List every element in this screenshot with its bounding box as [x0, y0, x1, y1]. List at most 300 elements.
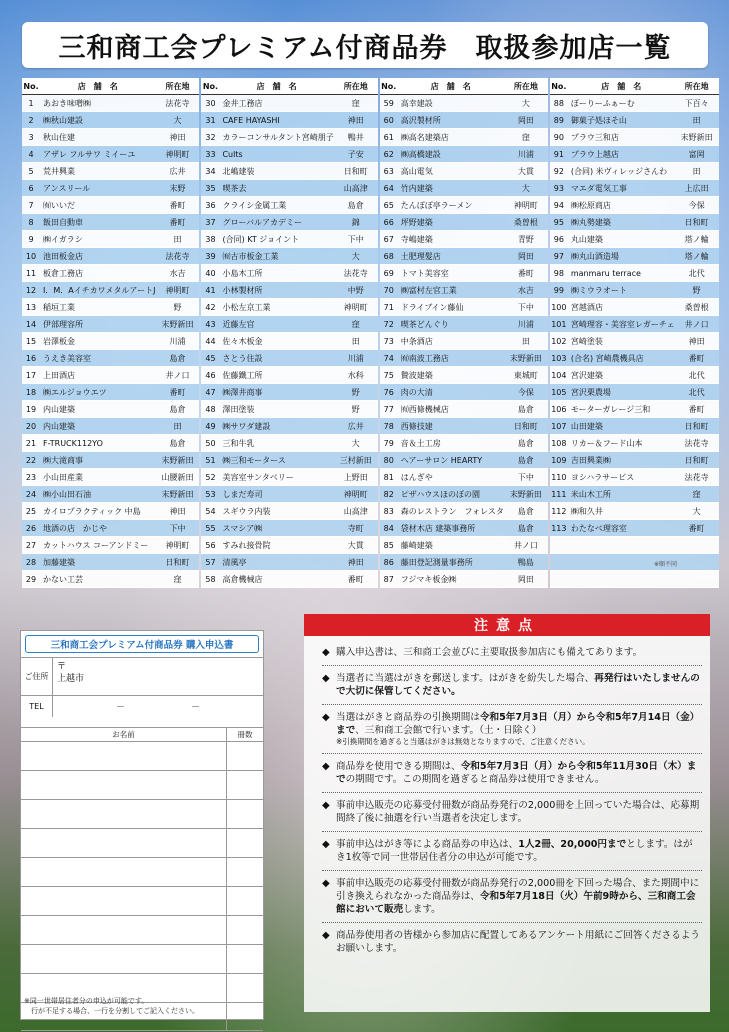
- cell-no: 59: [383, 98, 394, 108]
- diamond-bullet-icon: ◆: [322, 800, 330, 811]
- cell-location: 桑曽根: [513, 217, 538, 227]
- cell-no: 79: [383, 438, 394, 448]
- table-header: [380, 78, 548, 95]
- cell-location: 神明町: [165, 540, 190, 550]
- cell-no: 74: [383, 353, 394, 363]
- table-row: [22, 571, 199, 588]
- cell-no: 54: [205, 506, 216, 516]
- table-row: [22, 452, 199, 469]
- table-row: [201, 401, 377, 418]
- table-row: [380, 435, 548, 452]
- cell-no: 104: [551, 370, 567, 380]
- table-row: [22, 401, 199, 418]
- name-input-cell[interactable]: [21, 916, 227, 944]
- cell-location: 井ノ口: [165, 370, 190, 380]
- cell-name: ㈱松原商店: [570, 200, 611, 210]
- table-row: [201, 469, 377, 486]
- cell-name: ㈲西條機械店: [400, 404, 449, 414]
- cell-location: 上広田: [684, 183, 709, 193]
- cell-name: 荒井興業: [43, 166, 75, 176]
- name-input-cell[interactable]: [21, 771, 227, 799]
- caution-text: 事前申込販売の応募受付冊数が商品券発行の2,000冊を下回った場合、また期間中に引き換えられなかった商品券は、: [336, 878, 700, 902]
- cell-no: 44: [205, 336, 216, 346]
- cell-name: ㈱高橋建設: [400, 149, 441, 159]
- table-row: [380, 112, 548, 129]
- cell-no: 35: [205, 183, 216, 193]
- table-row: [201, 146, 377, 163]
- cell-no: 34: [205, 166, 216, 176]
- list-note: ※順不同: [654, 561, 678, 568]
- diamond-bullet-icon: ◆: [322, 647, 330, 658]
- qty-input-cell[interactable]: [227, 800, 263, 828]
- name-input-cell[interactable]: [21, 945, 227, 973]
- cell-name: 中条酒店: [400, 336, 433, 346]
- table-row: [22, 418, 199, 435]
- caution-panel: [304, 614, 710, 1012]
- name-grid-header: [21, 727, 263, 741]
- cell-location: 神明町: [165, 149, 190, 159]
- cell-no: 40: [205, 268, 216, 278]
- table-row: [380, 180, 548, 197]
- cell-name: 音＆土工房: [400, 438, 441, 448]
- form-title: 三和商工会プレミアム付商品券 購入申込書: [25, 635, 259, 653]
- cell-name: さとう住設: [222, 353, 263, 363]
- cell-no: 38: [205, 234, 216, 244]
- cell-name: 板倉工務店: [43, 268, 83, 278]
- header-name: 店 舗 名: [77, 81, 118, 91]
- table-row: [201, 214, 377, 231]
- cell-location: 三村新田: [339, 455, 372, 465]
- cell-name: プラウ三和店: [570, 132, 619, 142]
- cell-no: 89: [553, 115, 564, 125]
- table-row: [22, 112, 199, 129]
- store-column: [22, 78, 199, 588]
- cell-no: 18: [25, 387, 37, 397]
- cell-name: 喫茶どんぐり: [400, 319, 449, 329]
- caution-item: [322, 705, 702, 754]
- name-grid: [21, 741, 263, 1031]
- table-row: [550, 146, 719, 163]
- cell-no: 23: [25, 472, 37, 482]
- form-note: 行が不足する場合、一行を分割してご記入ください。: [24, 1007, 199, 1015]
- cell-name: カットハウス コーアンドミー: [43, 540, 149, 550]
- cell-name: ㈱澤井商事: [222, 387, 263, 397]
- table-row: [201, 520, 377, 537]
- cell-no: 25: [25, 506, 37, 516]
- table-row: [201, 265, 377, 282]
- postal-mark: 〒: [57, 662, 67, 672]
- table-row: [380, 367, 548, 384]
- cell-name: 美容室サンタベリー: [222, 472, 294, 482]
- cell-name: (合同) 米ヴィレッジさんわ: [570, 166, 668, 176]
- cell-location: 田: [351, 336, 360, 346]
- qty-input-cell[interactable]: [227, 887, 263, 915]
- cell-name: 清風亭: [222, 557, 247, 567]
- table-row: [550, 282, 719, 299]
- cell-location: 川浦: [517, 319, 534, 329]
- cell-name: 丸山建築: [570, 234, 603, 244]
- table-row: [550, 231, 719, 248]
- caution-emphasis: 令和5年7月3日（月）から令和5年7月14日（金）まで: [336, 712, 700, 736]
- table-row: [201, 95, 377, 112]
- cell-location: 神田: [688, 336, 705, 346]
- cell-no: 41: [205, 285, 216, 295]
- cell-name: 高幸建設: [400, 98, 433, 108]
- name-grid-row: [21, 770, 263, 799]
- cell-no: 96: [553, 234, 564, 244]
- cell-name: (合名) 宮崎農機具店: [570, 353, 644, 363]
- qty-input-cell[interactable]: [227, 974, 263, 1002]
- cell-location: 末野新田: [509, 353, 542, 363]
- table-row: [22, 214, 199, 231]
- caution-item: [322, 923, 702, 961]
- cell-location: 北代: [688, 268, 705, 278]
- cell-location: 島倉: [517, 506, 534, 516]
- table-row: [22, 146, 199, 163]
- table-row: [380, 452, 548, 469]
- cell-no: 106: [551, 404, 567, 414]
- cell-no: 22: [25, 455, 37, 465]
- cell-location: 富岡: [688, 149, 705, 159]
- cell-name: あおき味噌㈱: [43, 98, 91, 108]
- cell-no: 94: [553, 200, 564, 210]
- name-grid-row: [21, 857, 263, 886]
- cell-name: 小山田産業: [43, 472, 83, 482]
- cell-location: 島倉: [347, 200, 364, 210]
- cell-location: 山高津: [343, 506, 368, 516]
- cell-location: 窪: [692, 489, 701, 499]
- qty-input-cell[interactable]: [227, 1003, 263, 1030]
- cell-location: 井ノ口: [513, 540, 538, 550]
- cell-no: 111: [551, 489, 567, 499]
- table-row: [201, 537, 377, 554]
- table-row: [201, 282, 377, 299]
- cell-location: 神明町: [165, 285, 190, 295]
- cell-location: 田: [173, 234, 182, 244]
- table-row: [22, 248, 199, 265]
- cell-name: CAFE HAYASHI: [222, 115, 280, 125]
- header-no: No.: [23, 81, 39, 91]
- cell-name: ㈱丸勢建築: [570, 217, 611, 227]
- cell-location: 下中: [169, 523, 186, 533]
- name-input-cell[interactable]: [21, 829, 227, 857]
- cell-no: 26: [25, 523, 37, 533]
- table-row: [201, 180, 377, 197]
- cell-name: 森のレストラン フォレスタ: [400, 506, 504, 516]
- form-notes: [24, 996, 199, 1016]
- table-row: [201, 350, 377, 367]
- table-row: [22, 554, 199, 571]
- qty-input-cell[interactable]: [227, 945, 263, 973]
- table-row: [380, 384, 548, 401]
- cell-name: すみれ接骨院: [222, 540, 271, 550]
- cell-no: 28: [25, 557, 37, 567]
- cell-no: 90: [553, 132, 564, 142]
- cell-location: 番町: [688, 353, 705, 363]
- table-row: [22, 265, 199, 282]
- qty-input-cell[interactable]: [227, 742, 263, 770]
- cell-location: 水吉: [517, 285, 534, 295]
- qty-input-cell[interactable]: [227, 771, 263, 799]
- cell-no: 2: [28, 115, 34, 125]
- table-row: [22, 231, 199, 248]
- cell-location: 日和町: [343, 166, 368, 176]
- table-row: [550, 367, 719, 384]
- cell-no: 50: [205, 438, 216, 448]
- cell-no: 14: [25, 319, 37, 329]
- cell-location: 中野: [347, 285, 364, 295]
- cell-location: 子安: [347, 149, 364, 159]
- table-row: [201, 231, 377, 248]
- table-row: [380, 299, 548, 316]
- cell-name: ヘアーサロン HEARTY: [400, 455, 483, 465]
- cell-no: 105: [551, 387, 567, 397]
- cell-location: 青野: [517, 234, 534, 244]
- cell-no: 36: [205, 200, 216, 210]
- table-row: [380, 486, 548, 503]
- table-row: [22, 282, 199, 299]
- cell-location: 島倉: [517, 438, 534, 448]
- table-row: [22, 469, 199, 486]
- cell-no: 109: [551, 455, 567, 465]
- cell-no: 51: [205, 455, 216, 465]
- cell-location: 上野田: [343, 472, 368, 482]
- diamond-bullet-icon: ◆: [322, 878, 330, 889]
- header-no: No.: [381, 81, 397, 91]
- cell-no: 30: [205, 98, 216, 108]
- table-row: [380, 197, 548, 214]
- cell-location: 野: [692, 285, 701, 295]
- qty-input-cell[interactable]: [227, 829, 263, 857]
- cell-name: 吉田興業㈱: [570, 455, 611, 465]
- cell-name: 竹内建築: [400, 183, 433, 193]
- cell-name: 地酒の店 かじや: [43, 523, 107, 533]
- cell-no: 108: [551, 438, 567, 448]
- cell-location: 番町: [169, 387, 186, 397]
- cell-name: ㈱イガラシ: [43, 234, 83, 244]
- name-grid-row: [21, 915, 263, 944]
- cell-no: 56: [205, 540, 216, 550]
- cell-name: ㈱エルジョウエツ: [43, 387, 107, 397]
- cell-no: 84: [383, 523, 394, 533]
- cell-location: 島倉: [169, 438, 186, 448]
- cell-no: 87: [383, 574, 394, 584]
- cell-no: 42: [205, 302, 216, 312]
- cell-no: 72: [383, 319, 394, 329]
- table-row: [201, 452, 377, 469]
- qty-input-cell[interactable]: [227, 858, 263, 886]
- cell-location: 東城町: [513, 370, 538, 380]
- cell-no: 43: [205, 319, 216, 329]
- table-row: [201, 248, 377, 265]
- tel-row: [21, 695, 263, 717]
- cell-no: 55: [205, 523, 216, 533]
- cell-name: スギウラ内装: [222, 506, 271, 516]
- cell-location: 岡田: [517, 574, 534, 584]
- cell-name: 佐々木板金: [222, 336, 263, 346]
- cell-name: Cults: [222, 149, 243, 159]
- diamond-bullet-icon: ◆: [322, 761, 330, 772]
- diamond-bullet-icon: ◆: [322, 673, 330, 684]
- cell-no: 7: [28, 200, 34, 210]
- cell-name: ピザハウスほのぼの園: [400, 489, 481, 499]
- cell-no: 63: [383, 166, 394, 176]
- cell-location: 日和町: [513, 421, 538, 431]
- cell-name: 三和牛乳: [222, 438, 255, 448]
- caution-emphasis: 令和5年7月3日（月）から令和5年11月30日（木）まで: [336, 761, 697, 785]
- cell-no: 48: [205, 404, 216, 414]
- cell-location: 法花寺: [684, 472, 709, 482]
- cell-location: 大: [173, 115, 182, 125]
- header-location: 所在地: [165, 81, 190, 91]
- table-row: [550, 384, 719, 401]
- cell-location: 大: [351, 251, 360, 261]
- qty-input-cell[interactable]: [227, 916, 263, 944]
- cell-location: 山腰新田: [161, 472, 194, 482]
- cell-name: グローバルアカデミー: [222, 217, 302, 227]
- table-row: [380, 537, 548, 554]
- table-row: [201, 503, 377, 520]
- cell-location: 今保: [517, 387, 534, 397]
- cell-location: 番町: [169, 217, 186, 227]
- cell-no: 76: [383, 387, 394, 397]
- cell-location: 番町: [688, 523, 705, 533]
- table-row: [380, 282, 548, 299]
- cell-no: 61: [383, 132, 394, 142]
- cell-location: 神明町: [513, 200, 538, 210]
- cell-no: 93: [553, 183, 564, 193]
- table-row: [550, 163, 719, 180]
- cell-no: 99: [553, 285, 564, 295]
- cell-no: 98: [553, 268, 564, 278]
- page-title: 三和商工会プレミアム付商品券 取扱参加店一覧: [22, 22, 708, 68]
- cell-location: 島倉: [169, 404, 186, 414]
- cell-no: 24: [25, 489, 37, 499]
- cell-location: 末野新田: [161, 489, 194, 499]
- tel-label: TEL: [21, 696, 53, 717]
- cell-no: 97: [553, 251, 564, 261]
- cell-name: クライシ金属工業: [222, 200, 287, 210]
- caution-text: 購入申込書は、三和商工会並びに主要取扱参加店にも備えてあります。: [336, 647, 643, 658]
- cell-name: プラウ上越店: [570, 149, 619, 159]
- cell-no: 67: [383, 234, 394, 244]
- cell-name: カイロプラクティック 中島: [43, 506, 141, 516]
- cell-location: 末野: [169, 183, 186, 193]
- cell-location: 桑曽根: [684, 302, 709, 312]
- table-row: [201, 333, 377, 350]
- application-form: [20, 630, 264, 1020]
- cell-no: 20: [25, 421, 37, 431]
- name-input-cell[interactable]: [21, 858, 227, 886]
- cell-name: 藤崎建築: [400, 540, 433, 550]
- cell-name: ㈱小山田石油: [43, 489, 91, 499]
- table-row: [201, 197, 377, 214]
- table-row: [380, 214, 548, 231]
- cell-name: ㈱サワダ建設: [222, 421, 271, 431]
- table-row: [22, 333, 199, 350]
- table-row: [380, 571, 548, 588]
- cell-name: 内山建築: [43, 404, 75, 414]
- cell-no: 112: [551, 506, 567, 516]
- cell-name: うえき美容室: [43, 353, 91, 363]
- cell-location: 島倉: [517, 404, 534, 414]
- table-row: [380, 129, 548, 146]
- cell-no: 92: [553, 166, 564, 176]
- name-grid-row: [21, 828, 263, 857]
- table-row: [380, 265, 548, 282]
- cell-name: 佐藤鐵工所: [222, 370, 263, 380]
- cell-location: 川浦: [169, 336, 186, 346]
- cell-location: 番町: [517, 268, 534, 278]
- cell-no: 58: [205, 574, 216, 584]
- cell-location: 日和町: [684, 455, 709, 465]
- table-row: [380, 163, 548, 180]
- cell-location: 今保: [688, 200, 705, 210]
- cell-location: 大貫: [517, 166, 534, 176]
- cell-location: 大: [521, 98, 530, 108]
- name-input-cell[interactable]: [21, 742, 227, 770]
- cell-location: 大: [351, 438, 360, 448]
- cell-location: 野: [351, 404, 360, 414]
- caution-text: 事前申込はがき等による商品券の申込は、: [336, 839, 519, 850]
- cell-location: 広井: [169, 166, 186, 176]
- cell-no: 39: [205, 251, 216, 261]
- cell-location: 山高津: [343, 183, 368, 193]
- cell-name: I．M．AイチカワメタルアートJ: [43, 285, 156, 295]
- table-row: [380, 401, 548, 418]
- cell-location: 島倉: [517, 523, 534, 533]
- cell-no: 21: [25, 438, 37, 448]
- table-row: [201, 129, 377, 146]
- header-name: 店 舗 名: [430, 81, 471, 91]
- table-row: [201, 418, 377, 435]
- table-row: [380, 95, 548, 112]
- caution-item: [322, 640, 702, 666]
- cell-name: はんぎや: [400, 472, 433, 482]
- tel-field[interactable]: [53, 696, 263, 717]
- table-row: [380, 231, 548, 248]
- header-no: No.: [551, 81, 567, 91]
- name-grid-row: [21, 741, 263, 770]
- header-location: 所在地: [513, 81, 538, 91]
- cell-name: 宮越酒店: [570, 302, 603, 312]
- caution-text: 当選はがきと商品券の引換期間は: [336, 712, 480, 723]
- address-field[interactable]: [53, 658, 263, 695]
- cell-name: リカー＆フード山本: [570, 438, 643, 448]
- cell-no: 77: [383, 404, 394, 414]
- cell-location: 神田: [169, 132, 186, 142]
- cell-name: 内山建築: [43, 421, 75, 431]
- cell-no: 13: [25, 302, 37, 312]
- name-input-cell[interactable]: [21, 800, 227, 828]
- cell-no: 45: [205, 353, 216, 363]
- cell-name: 金井工務店: [222, 98, 263, 108]
- cell-location: 田: [692, 166, 701, 176]
- table-row: [22, 537, 199, 554]
- caution-subnote: ※引換期間を過ぎると当選はがきは無効となりますので、ご注意ください。: [336, 737, 590, 746]
- cell-name: 上田酒店: [43, 370, 75, 380]
- cell-no: 107: [551, 421, 567, 431]
- name-input-cell[interactable]: [21, 887, 227, 915]
- cell-name: ㈱丸山酒造場: [570, 251, 619, 261]
- table-row: [201, 554, 377, 571]
- cell-location: 下中: [517, 472, 534, 482]
- cell-location: 北代: [688, 387, 705, 397]
- cell-location: 神田: [347, 557, 364, 567]
- cell-name: 山田建築: [570, 421, 603, 431]
- header-name: 店 舗 名: [256, 81, 297, 91]
- address-prefill: 上越市: [57, 674, 85, 684]
